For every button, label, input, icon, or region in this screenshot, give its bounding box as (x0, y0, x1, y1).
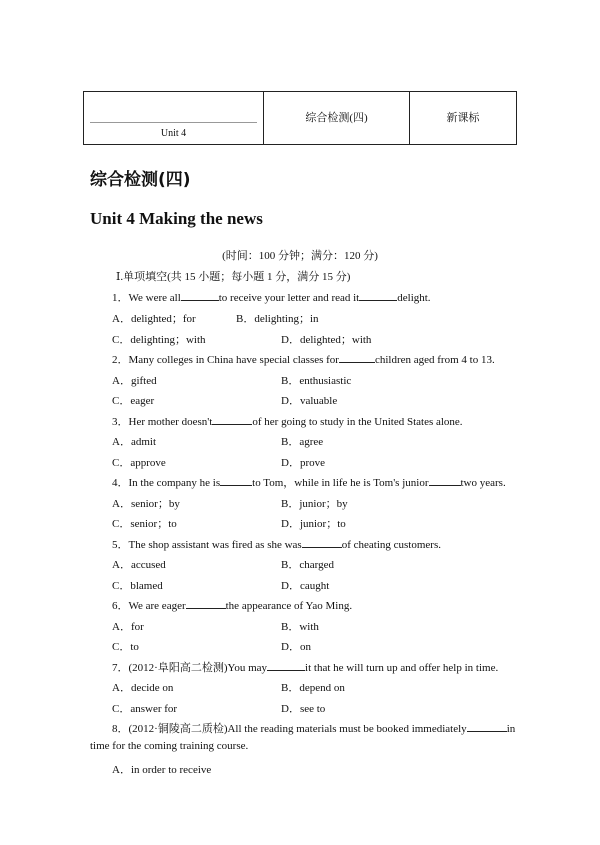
answer-blank (220, 475, 252, 486)
option-d: D．junior；to (281, 518, 346, 530)
answer-blank (267, 660, 305, 671)
question-text: We were all (128, 292, 181, 304)
question-8 (112, 720, 515, 736)
question-7 (112, 659, 498, 675)
option-c: C．approve (112, 457, 166, 469)
question-number: 2． (112, 354, 129, 366)
option-b: B．charged (281, 559, 334, 571)
section-heading: Ⅰ.单项填空(共 15 小题；每小题 1 分，满分 15 分) (116, 271, 351, 283)
option-b: B．junior；by (281, 498, 348, 510)
question-3 (112, 413, 463, 429)
option-a: A．accused (112, 559, 166, 571)
question-text: (2012·铜陵高二质检)All the reading materials must be booked immediately (128, 723, 467, 735)
option-d: D．prove (281, 457, 325, 469)
option-c: C．blamed (112, 580, 163, 592)
option-a: A．decide on (112, 682, 174, 694)
option-b: B．delighting；in (236, 313, 319, 325)
question-number: 3． (112, 416, 129, 428)
option-d: D．delighted；with (281, 334, 372, 346)
option-a: A．for (112, 621, 144, 633)
question-text: Her mother doesn't (128, 416, 213, 428)
header-unit-label: Unit 4 (160, 128, 187, 139)
answer-blank (359, 290, 397, 301)
question-text: Many colleges in China have special classes for (128, 354, 339, 366)
option-c: C．eager (112, 395, 155, 407)
header-rule (90, 122, 257, 123)
question-2 (112, 351, 495, 367)
option-c: C．answer for (112, 703, 178, 715)
question-text: (2012·阜阳高二检测)You may (128, 662, 268, 674)
question-number: 6． (112, 600, 129, 612)
option-a: A．senior；by (112, 498, 180, 510)
question-5 (112, 536, 441, 552)
header-cell-unit (84, 92, 264, 144)
answer-blank (212, 414, 252, 425)
header-title: 综合检测(四) (305, 112, 368, 124)
answer-blank (181, 290, 219, 301)
question-text: in (506, 723, 516, 735)
option-a: A．admit (112, 436, 156, 448)
question-text: the appearance of Yao Ming. (225, 600, 353, 612)
option-c: C．senior；to (112, 518, 177, 530)
question-number: 8． (112, 723, 129, 735)
time-info: (时间：100 分钟；满分：120 分) (222, 250, 378, 262)
answer-blank (186, 598, 226, 609)
question-text: of her going to study in the United States alone. (252, 416, 463, 428)
header-cell-curriculum (410, 92, 516, 144)
question-text: children aged from 4 to 13. (374, 354, 495, 366)
question-text: it that he will turn up and offer help in time. (305, 662, 499, 674)
question-text: delight. (397, 292, 431, 304)
question-text: We are eager (128, 600, 186, 612)
question-number: 1． (112, 292, 129, 304)
question-1 (112, 289, 431, 305)
option-b: B．depend on (281, 682, 345, 694)
option-d: D．caught (281, 580, 330, 592)
option-b: B．with (281, 621, 319, 633)
option-c: C．to (112, 641, 139, 653)
question-number: 7． (112, 662, 129, 674)
question-text: two years. (460, 477, 506, 489)
answer-blank (339, 352, 375, 363)
answer-blank (429, 475, 461, 486)
option-a: A．in order to receive (112, 764, 212, 776)
question-number: 5． (112, 539, 129, 551)
header-cell-title (264, 92, 410, 144)
option-c: C．delighting；with (112, 334, 206, 346)
unit-title: Unit 4 Making the news (90, 209, 263, 228)
option-a: A．delighted；for (112, 313, 196, 325)
question-4 (112, 474, 506, 490)
question-text: The shop assistant was fired as she was (128, 539, 302, 551)
question-6 (112, 597, 352, 613)
document-title: 综合检测(四) (90, 170, 191, 190)
option-d: D．see to (281, 703, 326, 715)
option-b: B．enthusiastic (281, 375, 352, 387)
option-d: D．on (281, 641, 311, 653)
question-text: to receive your letter and read it (218, 292, 360, 304)
option-a: A．gifted (112, 375, 157, 387)
header-table (83, 91, 517, 145)
option-b: B．agree (281, 436, 324, 448)
question-text: to Tom，while in life he is Tom's junior (252, 477, 429, 489)
option-d: D．valuable (281, 395, 338, 407)
answer-blank (467, 721, 507, 732)
question-text: In the company he is (128, 477, 221, 489)
header-curriculum-label: 新课标 (446, 112, 480, 124)
question-number: 4． (112, 477, 129, 489)
question-text: of cheating customers. (341, 539, 441, 551)
answer-blank (302, 537, 342, 548)
question-8-continuation: time for the coming training course. (90, 740, 249, 752)
